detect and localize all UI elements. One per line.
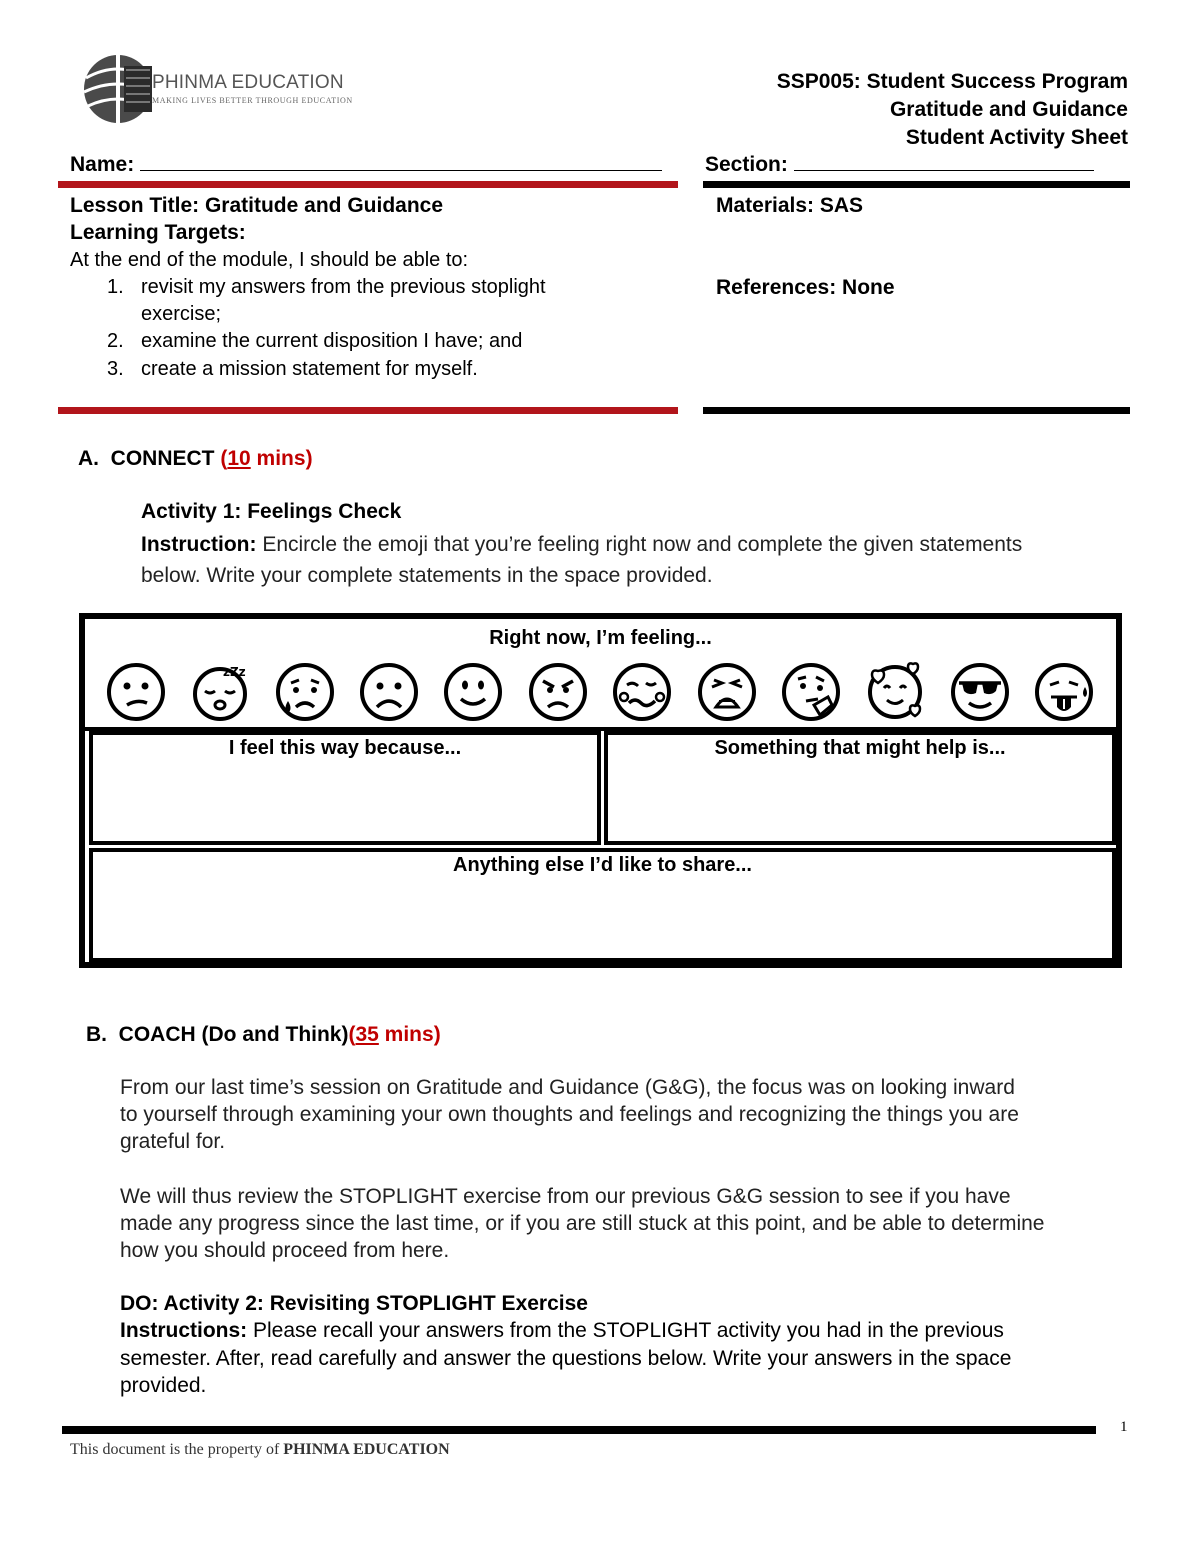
smiling-face-icon[interactable]	[442, 661, 504, 723]
para1-line2: to yourself through examining your own thoughts and feelings and recognizing the things you are	[120, 1103, 1019, 1126]
target-3-line1: create a mission statement for myself.	[141, 358, 478, 380]
feeling-row	[85, 619, 1116, 731]
hearts-face-icon[interactable]	[864, 661, 926, 723]
footer-text: This document is the property of PHINMA EDUCATION	[70, 1441, 450, 1458]
para1-line1: From our last time’s session on Gratitude and Guidance (G&G), the focus was on looking inward	[120, 1076, 1015, 1099]
woozy-face-icon[interactable]	[611, 661, 673, 723]
targets-intro: At the end of the module, I should be able to:	[70, 249, 469, 271]
section-a-prefix: A.	[78, 447, 99, 470]
target-num-3: 3.	[107, 358, 124, 380]
cell-because[interactable]	[89, 731, 601, 845]
confused-face-icon[interactable]	[105, 661, 167, 723]
weary-face-icon[interactable]	[696, 661, 758, 723]
para2-line3: how you should proceed from here.	[120, 1239, 450, 1262]
divider-red-top	[58, 181, 678, 188]
lesson-title: Lesson Title: Gratitude and Guidance	[70, 194, 444, 217]
target-2-line1: examine the current disposition I have; and	[141, 330, 523, 352]
section-blank[interactable]	[794, 153, 1094, 171]
para1-line3: grateful for.	[120, 1130, 226, 1153]
logo-tagline: MAKING LIVES BETTER THROUGH EDUCATION	[152, 96, 353, 105]
svg-text:zZz: zZz	[223, 665, 247, 679]
cell-help[interactable]	[604, 731, 1116, 845]
section-field	[705, 153, 1094, 177]
thinking-face-icon[interactable]	[780, 661, 842, 723]
divider-black-bottom	[703, 407, 1130, 414]
course-title: SSP005: Student Success Program	[776, 70, 1128, 93]
frowning-face-icon[interactable]	[358, 661, 420, 723]
target-1-line1: revisit my answers from the previous stoplight	[141, 276, 546, 298]
activity-2-instructions-line1: Instructions: Please recall your answers from the STOPLIGHT activity you had in the previous	[120, 1319, 1004, 1342]
section-b-title: COACH (Do and Think)	[118, 1023, 349, 1046]
angry-face-icon[interactable]	[527, 661, 589, 723]
divider-red-bottom	[58, 407, 678, 414]
name-blank[interactable]	[140, 153, 662, 171]
section-b-prefix: B.	[86, 1023, 107, 1046]
para2-line1: We will thus review the STOPLIGHT exercise from our previous G&G session to see if you have	[120, 1185, 1011, 1208]
doc-type: Student Activity Sheet	[905, 126, 1128, 149]
cell-share[interactable]	[89, 848, 1116, 962]
cell-help-title: Something that might help is...	[714, 737, 1006, 759]
tongue-out-face-icon[interactable]	[1033, 661, 1095, 723]
section-label: Section:	[705, 153, 788, 176]
learning-targets-label: Learning Targets:	[70, 221, 246, 244]
emoji-row	[105, 661, 1095, 723]
activity-1-title: Activity 1: Feelings Check	[141, 500, 402, 523]
section-b-time: (35 mins)	[348, 1023, 441, 1046]
page-number: 1	[1120, 1419, 1128, 1435]
section-b-heading	[86, 1021, 441, 1048]
feeling-row-title: Right now, I’m feeling...	[489, 627, 712, 649]
section-a-title: CONNECT	[110, 447, 215, 470]
activity-2-instructions-line2: semester. After, read carefully and answer the questions below. Write your answers in the space	[120, 1347, 1012, 1370]
sad-tear-face-icon[interactable]	[274, 661, 336, 723]
activity-1-instruction-line2: below. Write your complete statements in the space provided.	[141, 564, 713, 587]
target-1-line2: exercise;	[141, 303, 222, 325]
footer-rule	[62, 1426, 1096, 1434]
sunglasses-face-icon[interactable]	[949, 661, 1011, 723]
activity-1-instruction-line1: Instruction: Encircle the emoji that you’re feeling right now and complete the given statements	[141, 533, 1023, 556]
activity-2-instructions-line3: provided.	[120, 1374, 207, 1397]
cell-because-title: I feel this way because...	[228, 737, 462, 759]
section-a-time: (10 mins)	[220, 447, 313, 470]
references: References: None	[716, 276, 895, 299]
cell-share-title: Anything else I’d like to share...	[453, 854, 752, 876]
feelings-check-box	[79, 613, 1122, 968]
globe-logo-icon	[80, 48, 160, 130]
logo-name: PHINMA EDUCATION	[152, 72, 344, 93]
sleeping-face-icon[interactable]	[189, 661, 251, 723]
target-num-2: 2.	[107, 330, 124, 352]
activity-2-title: DO: Activity 2: Revisiting STOPLIGHT Exercise	[120, 1292, 588, 1315]
para2-line2: made any progress since the last time, or if you are still stuck at this point, and be able to determine	[120, 1212, 1045, 1235]
name-label: Name:	[70, 153, 135, 176]
materials: Materials: SAS	[716, 194, 864, 217]
divider-black-top	[703, 181, 1130, 188]
target-num-1: 1.	[107, 276, 124, 298]
topic-title: Gratitude and Guidance	[889, 98, 1128, 121]
section-a-heading	[78, 445, 313, 472]
name-field	[70, 153, 662, 177]
